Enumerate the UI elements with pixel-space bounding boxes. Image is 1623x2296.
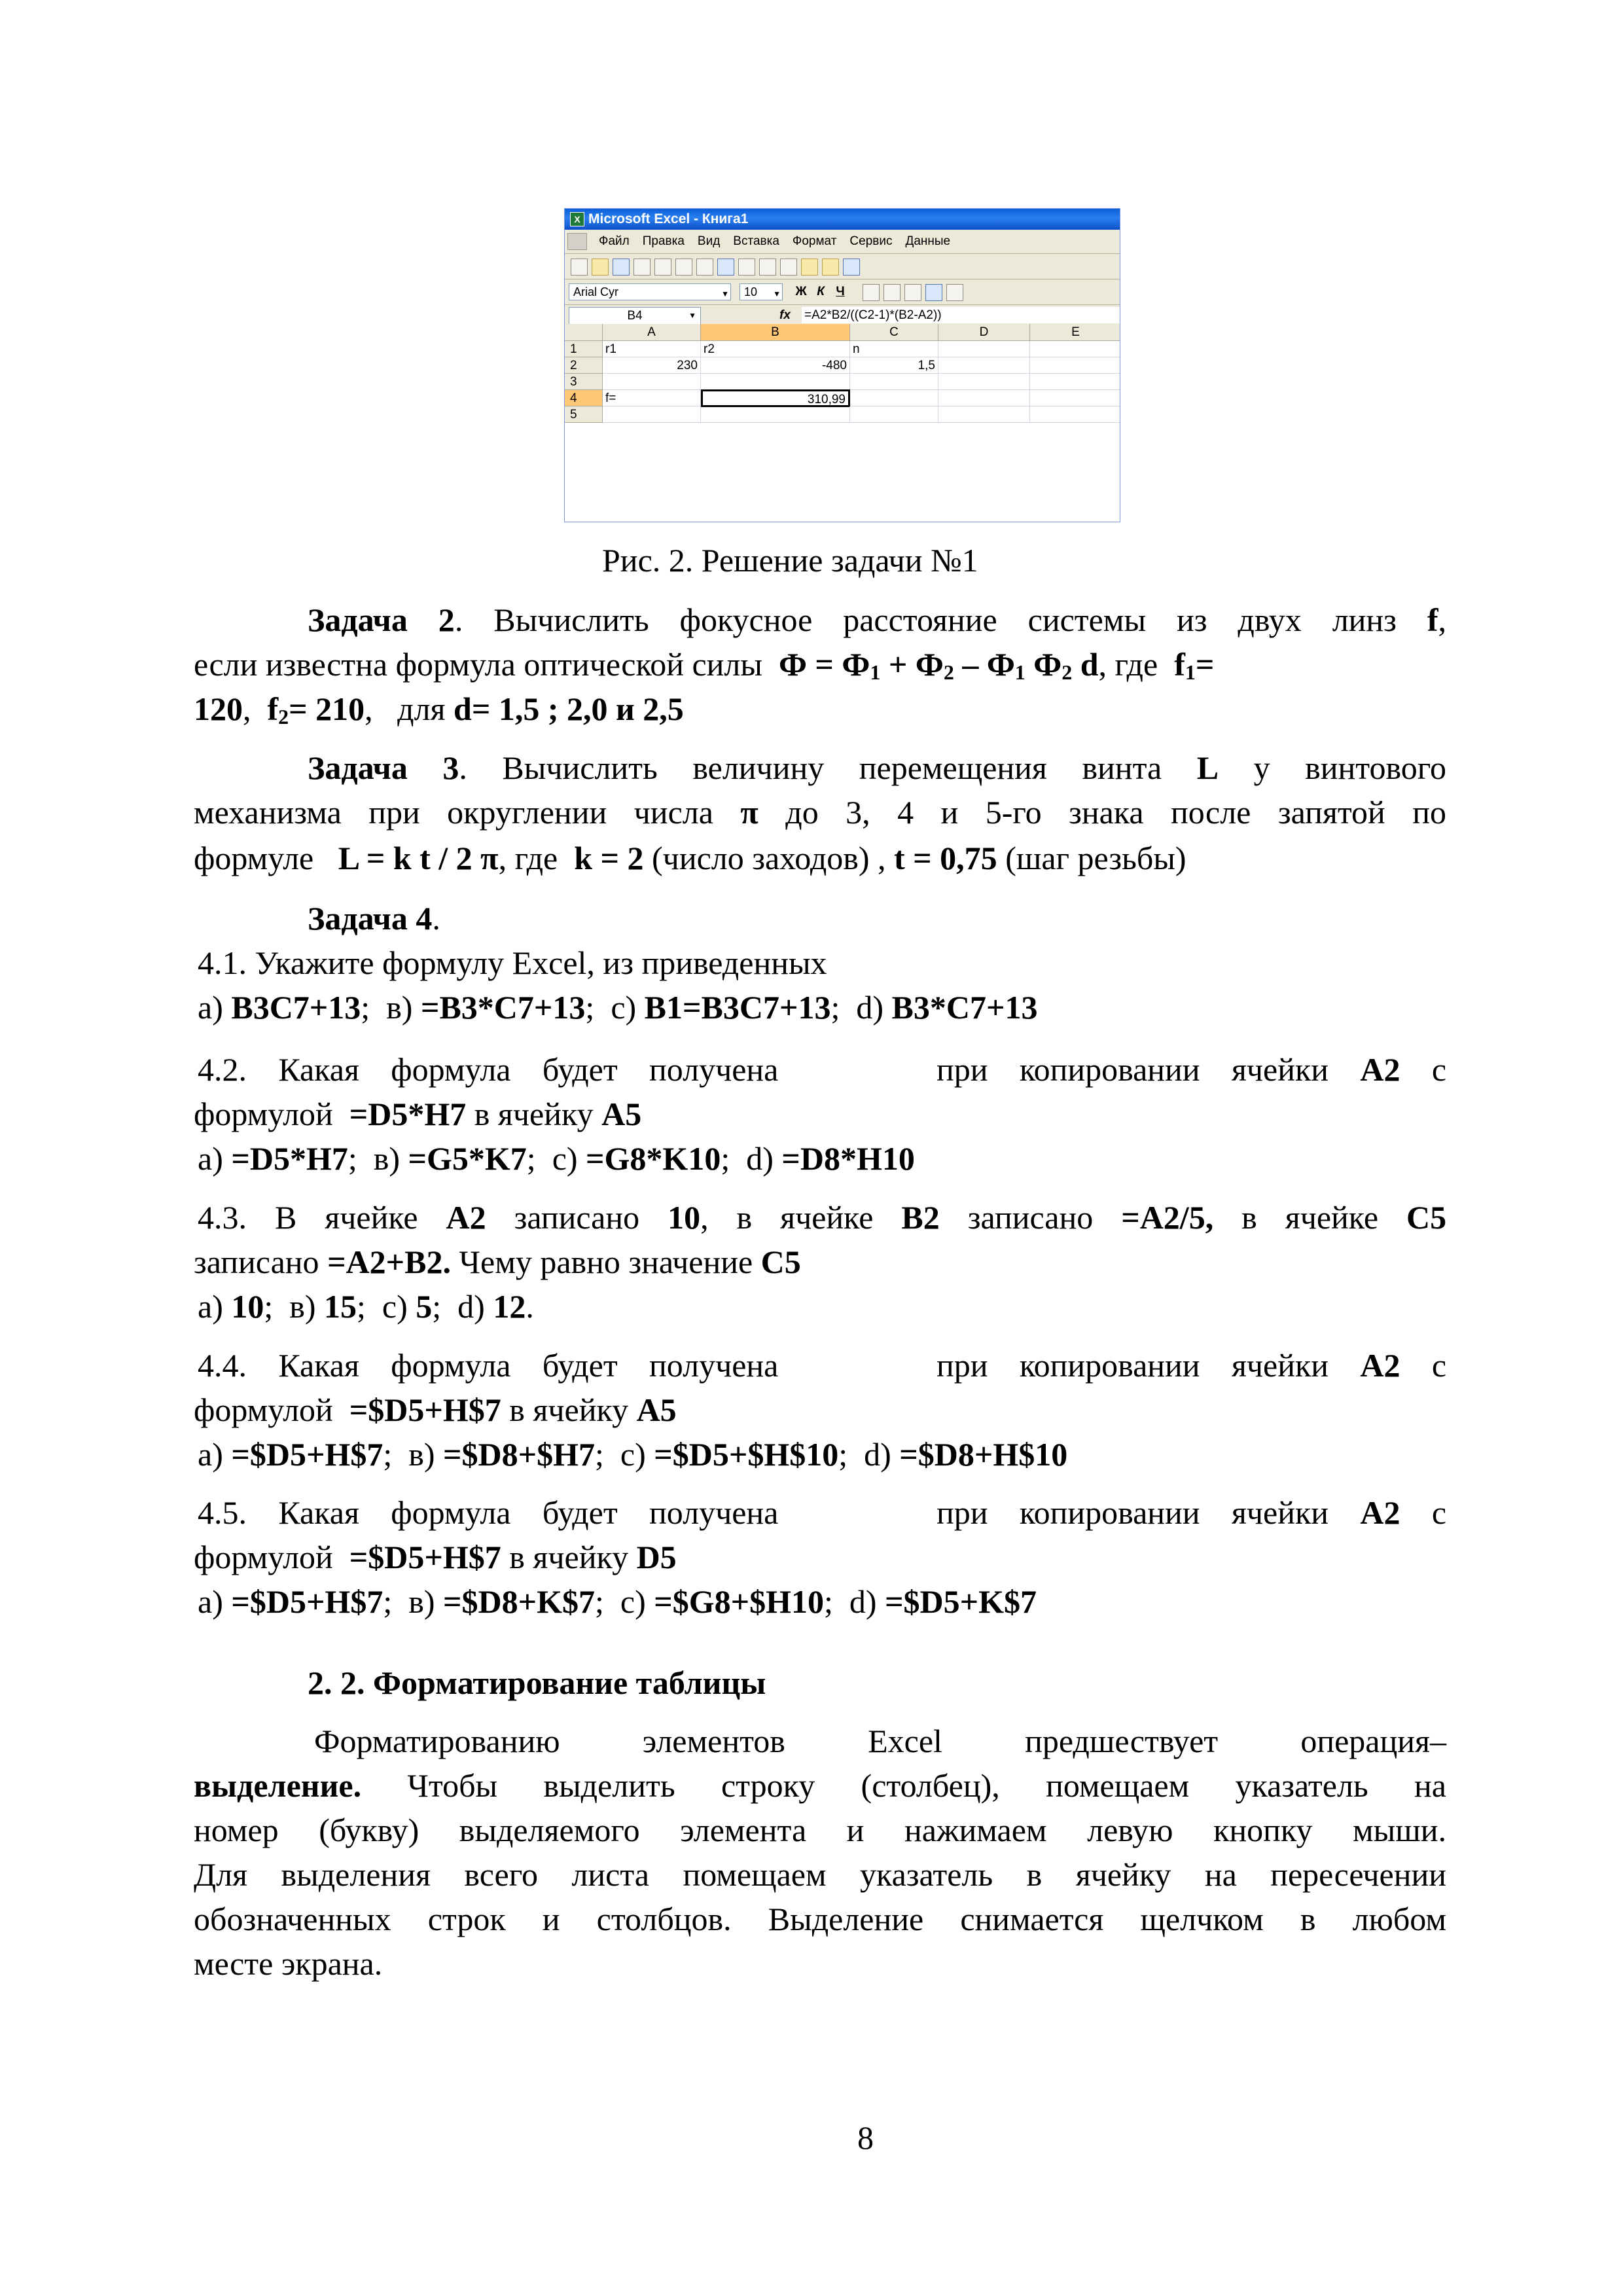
q3-formula-1: =A2/5, xyxy=(1121,1199,1214,1236)
q3-text-1c: , в ячейке xyxy=(700,1199,874,1236)
spelling-icon[interactable] xyxy=(717,259,734,276)
task2-where: , где xyxy=(1098,646,1158,683)
q2-opt-b-prefix: в) xyxy=(373,1140,408,1177)
section-para-line-5: обозначенных строк и столбцов. Выделение снимается щелчком в любом xyxy=(194,1901,1446,1937)
cell-d4[interactable] xyxy=(938,390,1030,406)
task2-for: для xyxy=(397,691,446,727)
function-icon[interactable]: fx xyxy=(779,308,791,322)
section-para-line-1: Форматированию элементов Excel предшествует операция– xyxy=(314,1723,1446,1759)
q3-opt-d-prefix: d) xyxy=(457,1288,493,1325)
task2-f2 xyxy=(268,691,365,727)
figure-caption: Рис. 2. Решение задачи №1 xyxy=(602,542,978,579)
f1-eq: = xyxy=(1195,646,1215,683)
q2-opt-c: =G8*K10 xyxy=(586,1140,721,1177)
q5-text-2a: формулой xyxy=(194,1539,333,1575)
q3-b2: B2 xyxy=(901,1199,940,1236)
q2-line-2 xyxy=(194,1094,641,1134)
q3-options: а) 10; в) 15; c) 5; d) 12. xyxy=(198,1288,534,1325)
q1-opt-d: B3*C7+13 xyxy=(891,989,1038,1026)
undo-icon[interactable] xyxy=(843,259,860,276)
q5-text-1b: при копировании ячейки xyxy=(936,1494,1329,1531)
q3-opt-c-prefix: c) xyxy=(382,1288,416,1325)
italic-button[interactable]: К xyxy=(817,285,825,298)
q5-target: D5 xyxy=(636,1539,677,1575)
phi-sub-3: 1 xyxy=(1014,660,1026,684)
align-center-icon[interactable] xyxy=(883,284,901,301)
task2-line-2 xyxy=(194,645,1214,684)
paste-icon[interactable] xyxy=(801,259,818,276)
task3-text-1b: у винтового xyxy=(1253,749,1447,786)
q4-options: а) =$D5+H$7; в) =$D8+$H7; c) =$D5+$H$10; d) =$D8+H$10 xyxy=(198,1436,1068,1473)
cell-e4[interactable] xyxy=(1030,390,1120,406)
q5-text-1a: 4.5. Какая формула будет получена xyxy=(198,1494,779,1531)
q3-line-1 xyxy=(198,1198,1446,1237)
merge-center-icon[interactable] xyxy=(925,284,942,301)
row-header-2[interactable]: 2 xyxy=(565,357,603,374)
cell-c2[interactable]: 1,5 xyxy=(850,357,938,374)
cell-e3[interactable] xyxy=(1030,374,1120,390)
q1-opt-b-prefix: в) xyxy=(386,989,421,1026)
q3-a2: A2 xyxy=(446,1199,486,1236)
q3-text-2a: записано xyxy=(194,1244,319,1280)
q4-opt-b-prefix: в) xyxy=(408,1436,443,1473)
q4-text-1a: 4.4. Какая формула будет получена xyxy=(198,1347,779,1384)
task2-comma-1: , xyxy=(243,691,251,727)
new-icon[interactable] xyxy=(571,259,588,276)
menu-data[interactable]: Данные xyxy=(905,234,951,248)
q2-text-2a: формулой xyxy=(194,1096,333,1132)
task3-line-1 xyxy=(308,748,1446,787)
menu-insert[interactable]: Вставка xyxy=(733,234,779,248)
column-header-b[interactable]: B xyxy=(701,324,850,341)
q1-opt-a: B3C7+13 xyxy=(231,989,361,1026)
q3-opt-b-prefix: в) xyxy=(289,1288,325,1325)
align-left-icon[interactable] xyxy=(863,284,880,301)
phi-part-1: Ф = Ф xyxy=(778,646,870,683)
excel-window xyxy=(564,208,1120,522)
copy-icon[interactable] xyxy=(780,259,797,276)
font-size-select[interactable] xyxy=(740,283,783,300)
currency-icon[interactable] xyxy=(946,284,963,301)
q1-opt-c: B1=B3C7+13 xyxy=(644,989,831,1026)
q3-opt-b: 15 xyxy=(324,1288,357,1325)
q3-line-2 xyxy=(194,1242,801,1282)
q2-text-1c: с xyxy=(1431,1051,1447,1088)
q1-opt-d-prefix: d) xyxy=(856,989,892,1026)
font-name-select[interactable] xyxy=(569,283,731,300)
q3-c5-b: C5 xyxy=(760,1244,801,1280)
q5-formula: =$D5+H$7 xyxy=(349,1539,501,1575)
cell-a3[interactable] xyxy=(603,374,701,390)
task3-formula: L = k t / 2 π xyxy=(338,840,499,876)
q2-opt-b: =G5*K7 xyxy=(408,1140,527,1177)
task2-line-1 xyxy=(308,600,1446,639)
menu-edit[interactable]: Правка xyxy=(642,234,685,248)
q5-opt-a: =$D5+H$7 xyxy=(231,1583,383,1620)
q5-opt-a-prefix: а) xyxy=(198,1583,232,1620)
cell-c3[interactable] xyxy=(850,374,938,390)
cell-b1[interactable]: r2 xyxy=(701,341,850,357)
cell-d3[interactable] xyxy=(938,374,1030,390)
q4-opt-c: =$D5+$H$10 xyxy=(654,1436,839,1473)
q1-opt-c-prefix: c) xyxy=(611,989,645,1026)
q5-opt-c: =$G8+$H10 xyxy=(654,1583,824,1620)
f2-sub: 2 xyxy=(278,705,289,728)
q3-opt-c: 5 xyxy=(416,1288,433,1325)
section-keyword-selection: выделение. xyxy=(194,1767,362,1804)
task2-comma: , xyxy=(1438,601,1446,638)
q3-text-1e: в ячейке xyxy=(1241,1199,1379,1236)
task2-formula xyxy=(779,646,1099,683)
select-all-corner[interactable] xyxy=(565,324,603,341)
section-para-line-4: Для выделения всего листа помещаем указатель в ячейку на пересечении xyxy=(194,1856,1446,1893)
q4-text-2a: формулой xyxy=(194,1391,333,1428)
permission-icon[interactable] xyxy=(633,259,651,276)
cell-d2[interactable] xyxy=(938,357,1030,374)
column-header-e[interactable]: E xyxy=(1030,324,1120,341)
cell-e1[interactable] xyxy=(1030,341,1120,357)
cell-d5[interactable] xyxy=(938,406,1030,423)
q4-target: A5 xyxy=(636,1391,677,1428)
q3-text-1a: 4.3. В ячейке xyxy=(198,1199,418,1236)
q1-text: 4.1. Укажите формулу Excel, из приведенных xyxy=(198,944,827,981)
column-header-c[interactable]: C xyxy=(850,324,938,341)
cell-a2[interactable]: 230 xyxy=(603,357,701,374)
q4-line-2 xyxy=(194,1390,677,1429)
f1-letter: f xyxy=(1174,646,1185,683)
f1-sub: 1 xyxy=(1185,660,1196,684)
workbook-icon[interactable] xyxy=(567,233,587,250)
row-header-4[interactable]: 4 xyxy=(565,390,603,406)
cell-b5[interactable] xyxy=(701,406,850,423)
cell-c1[interactable]: n xyxy=(850,341,938,357)
menu-format[interactable]: Формат xyxy=(792,234,837,248)
phi-sub-2: 2 xyxy=(943,660,954,684)
excel-title: Microsoft Excel - Книга1 xyxy=(588,211,749,226)
row-header-5[interactable]: 5 xyxy=(565,406,603,423)
font-size-value: 10 xyxy=(744,285,758,298)
q4-formula: =$D5+H$7 xyxy=(349,1391,501,1428)
q2-target: A5 xyxy=(601,1096,642,1132)
formula-input[interactable]: =A2*B2/((C2-1)*(B2-A2)) xyxy=(802,307,1120,323)
task3-k: k = 2 xyxy=(574,840,644,876)
q5-cell: A2 xyxy=(1360,1494,1400,1531)
task2-d-values: d= 1,5 ; 2,0 и 2,5 xyxy=(454,691,684,727)
q2-text-1a: 4.2. Какая формула будет получена xyxy=(198,1051,779,1088)
task3-L: L xyxy=(1196,749,1219,786)
format-painter-icon[interactable] xyxy=(822,259,839,276)
q5-opt-c-prefix: c) xyxy=(620,1583,654,1620)
cell-c5[interactable] xyxy=(850,406,938,423)
worksheet-grid xyxy=(565,324,1120,522)
phi-part-4: Ф xyxy=(1025,646,1062,683)
q5-text-2b: в ячейку xyxy=(509,1539,629,1575)
page-number: 8 xyxy=(857,2119,874,2156)
cell-a5[interactable] xyxy=(603,406,701,423)
q4-opt-d: =$D8+H$10 xyxy=(899,1436,1068,1473)
cell-b4-active[interactable]: 310,99 xyxy=(701,389,850,407)
q2-text-2b: в ячейку xyxy=(474,1096,594,1132)
chevron-down-icon: ▼ xyxy=(721,289,729,298)
q2-cell: A2 xyxy=(1360,1051,1400,1088)
chevron-down-icon: ▼ xyxy=(688,311,696,320)
q2-options: а) =D5*H7; в) =G5*K7; c) =G8*K10; d) =D8*H10 xyxy=(198,1140,915,1177)
cell-c4[interactable] xyxy=(850,390,938,406)
q4-opt-a-prefix: а) xyxy=(198,1436,232,1473)
task3-label: Задача 3 xyxy=(308,749,459,786)
task3-text-2b: до 3, 4 и 5-го знака после запятой по xyxy=(785,794,1447,831)
chevron-down-icon: ▼ xyxy=(773,289,781,298)
excel-menu-bar xyxy=(565,230,1120,254)
q2-opt-a-prefix: а) xyxy=(198,1140,232,1177)
q4-opt-b: =$D8+$H7 xyxy=(443,1436,595,1473)
q4-text-2b: в ячейку xyxy=(509,1391,629,1428)
q3-value-10: 10 xyxy=(668,1199,701,1236)
q5-opt-b-prefix: в) xyxy=(408,1583,443,1620)
q5-opt-d: =$D5+K$7 xyxy=(885,1583,1037,1620)
f2-letter: f xyxy=(267,691,279,727)
q4-text-1c: с xyxy=(1431,1347,1447,1384)
phi-part-3: – Ф xyxy=(954,646,1015,683)
q4-opt-c-prefix: c) xyxy=(620,1436,654,1473)
phi-part-2: + Ф xyxy=(880,646,944,683)
section-para-line-2 xyxy=(194,1766,1446,1805)
task2-comma-2: , xyxy=(365,691,373,727)
menu-tools[interactable]: Сервис xyxy=(849,234,893,248)
q3-opt-d: 12 xyxy=(493,1288,526,1325)
menu-file[interactable]: Файл xyxy=(599,234,630,248)
formatting-toolbar xyxy=(565,279,1120,305)
open-icon[interactable] xyxy=(592,259,609,276)
row-header-1[interactable]: 1 xyxy=(565,341,603,357)
cell-a4[interactable]: f= xyxy=(603,390,701,406)
task3-pi: π xyxy=(740,794,758,831)
q3-text-2b: Чему равно значение xyxy=(459,1244,753,1280)
cell-e2[interactable] xyxy=(1030,357,1120,374)
cut-icon[interactable] xyxy=(759,259,776,276)
q1-opt-b: =B3*C7+13 xyxy=(420,989,586,1026)
print-preview-icon[interactable] xyxy=(696,259,713,276)
q4-opt-d-prefix: d) xyxy=(864,1436,900,1473)
task3-text-3c: (число заходов) , xyxy=(652,840,886,876)
task3-text-3a: формуле xyxy=(194,840,314,876)
q2-line-1 xyxy=(198,1050,1446,1089)
email-icon[interactable] xyxy=(654,259,671,276)
research-icon[interactable] xyxy=(738,259,755,276)
q4-opt-a: =$D5+H$7 xyxy=(231,1436,383,1473)
q2-opt-c-prefix: c) xyxy=(552,1140,586,1177)
q2-opt-d-prefix: d) xyxy=(746,1140,782,1177)
font-name-value: Arial Cyr xyxy=(573,285,619,298)
f2-value: = 210 xyxy=(289,691,365,727)
q4-cell: A2 xyxy=(1360,1347,1400,1384)
task3-line-3 xyxy=(194,838,1186,878)
task3-text-3d: (шаг резьбы) xyxy=(1005,840,1186,876)
phi-sub-4: 2 xyxy=(1061,660,1073,684)
cell-e5[interactable] xyxy=(1030,406,1120,423)
q3-opt-a: 10 xyxy=(231,1288,264,1325)
q4-line-1 xyxy=(198,1346,1446,1385)
task3-text-2a: механизма при округлении числа xyxy=(194,794,713,831)
row-header-3[interactable]: 3 xyxy=(565,374,603,390)
cell-b3[interactable] xyxy=(701,374,850,390)
task3-t: t = 0,75 xyxy=(894,840,997,876)
q3-c5: C5 xyxy=(1406,1199,1447,1236)
excel-title-bar xyxy=(565,209,1120,230)
cell-d1[interactable] xyxy=(938,341,1030,357)
q2-formula: =D5*H7 xyxy=(349,1096,467,1132)
task2-line-3 xyxy=(194,689,684,728)
q2-opt-d: =D8*H10 xyxy=(781,1140,915,1177)
align-right-icon[interactable] xyxy=(904,284,921,301)
menu-view[interactable]: Вид xyxy=(697,234,721,248)
q1-options: а) B3C7+13; в) =B3*C7+13; c) B1=B3C7+13; d) B3*C7+13 xyxy=(198,989,1038,1026)
task4-heading xyxy=(308,899,440,938)
task2-value-120: 120 xyxy=(194,691,243,727)
q3-formula-2: =A2+B2. xyxy=(327,1244,452,1280)
underline-button[interactable]: Ч xyxy=(836,285,845,298)
section-para-line-2-text: Чтобы выделить строку (столбец), помещаем указатель на xyxy=(407,1767,1446,1804)
q2-opt-a: =D5*H7 xyxy=(231,1140,348,1177)
task4-label: Задача 4 xyxy=(308,900,433,937)
task4-dot: . xyxy=(432,900,440,937)
task3-text-1: . Вычислить величину перемещения винта xyxy=(459,749,1162,786)
task2-text-1: . Вычислить фокусное расстояние системы из двух линз xyxy=(454,601,1397,638)
q5-opt-d-prefix: d) xyxy=(849,1583,885,1620)
q3-text-1b: записано xyxy=(514,1199,640,1236)
q4-text-1b: при копировании ячейки xyxy=(936,1347,1329,1384)
cell-b2[interactable]: -480 xyxy=(701,357,850,374)
q5-opt-b: =$D8+K$7 xyxy=(443,1583,595,1620)
q5-line-2 xyxy=(194,1537,677,1577)
name-box-value: B4 xyxy=(627,309,643,323)
cell-a1[interactable]: r1 xyxy=(603,341,701,357)
q3-text-1d: записано xyxy=(967,1199,1094,1236)
task2-label: Задача 2 xyxy=(308,601,455,638)
task2-text-2: если известна формула оптической силы xyxy=(194,646,762,683)
name-box[interactable] xyxy=(569,307,701,325)
q5-options: а) =$D5+H$7; в) =$D8+K$7; c) =$G8+$H10; d) =$D5+K$7 xyxy=(198,1583,1037,1620)
q3-opt-a-prefix: а) xyxy=(198,1288,232,1325)
task2-f1 xyxy=(1174,646,1214,683)
excel-logo-icon: X xyxy=(570,212,584,226)
section-para-line-6: месте экрана. xyxy=(194,1945,383,1982)
bold-button[interactable]: Ж xyxy=(795,285,807,298)
task3-where: , где xyxy=(498,840,558,876)
phi-d: d xyxy=(1072,646,1099,683)
task2-f: f xyxy=(1427,601,1438,638)
q5-text-1c: с xyxy=(1431,1494,1447,1531)
column-header-a[interactable]: A xyxy=(603,324,701,341)
q2-text-1b: при копировании ячейки xyxy=(936,1051,1329,1088)
phi-sub-1: 1 xyxy=(870,660,881,684)
print-icon[interactable] xyxy=(675,259,692,276)
q5-line-1 xyxy=(198,1493,1446,1532)
column-header-d[interactable]: D xyxy=(938,324,1030,341)
task3-line-2 xyxy=(194,793,1446,832)
section-heading: 2. 2. Форматирование таблицы xyxy=(308,1664,766,1701)
save-icon[interactable] xyxy=(613,259,630,276)
section-para-line-3: номер (букву) выделяемого элемента и нажимаем левую кнопку мыши. xyxy=(194,1812,1446,1848)
q1-opt-a-prefix: а) xyxy=(198,989,232,1026)
standard-toolbar xyxy=(565,254,1120,279)
